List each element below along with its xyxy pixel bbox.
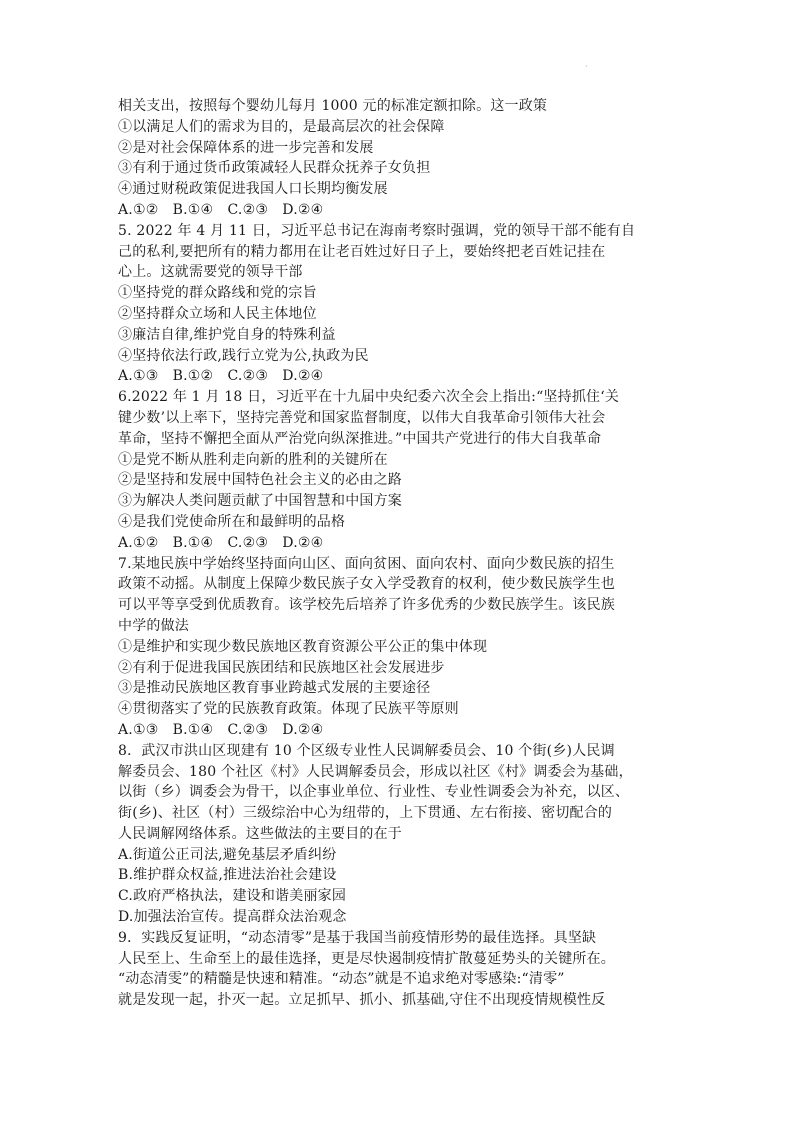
text-line: ③为解决人类问题贡献了中国智慧和中国方案	[118, 493, 402, 510]
text-line: 中学的做法	[118, 617, 189, 634]
text-line: 9．实践反复证明，“动态清零”是基于我国当前疫情形势的最佳选择。具坚缺	[118, 929, 597, 946]
text-line: ①以满足人们的需求为目的，是最高层次的社会保障	[118, 118, 445, 135]
text-line: 解委员会、180 个社区《村》人民调解委员会，形成以社区《村》调委会为基础，	[118, 763, 633, 780]
text-line: ④贯彻落实了党的民族教育政策。体现了民族平等原则	[118, 701, 459, 718]
text-line: 政策不动摇。从制度上保障少数民族子女入学受教育的权利，使少数民族学生也	[118, 576, 615, 593]
corner-mark: ·	[585, 62, 588, 71]
text-line: ④坚持依法行政,践行立党为公,执政为民	[118, 347, 369, 364]
text-line: 6.2022 年 1 月 18 日，习近平在十九届中央纪委六次全会上指出:“坚持抓住‘关	[118, 389, 620, 406]
text-line: ①坚持党的群众路线和党的宗旨	[118, 285, 317, 302]
text-line: ③有利于通过货币政策减轻人民群众抚养子女负担	[118, 160, 431, 177]
document-body	[118, 96, 680, 1011]
text-line: A.①② B.①④ C.②③ D.②④	[118, 201, 324, 218]
text-line: A.①③ B.①④ C.②③ D.②④	[118, 721, 324, 738]
text-line: 人民调解网络体系。这些做法的主要目的在于	[118, 825, 402, 842]
text-line: ②有利于促进我国民族团结和民族地区社会发展进步	[118, 659, 445, 676]
text-line: 人民至上、生命至上的最佳选择，更是尽快遏制疫情扩散蔓延势头的关键所在。	[118, 950, 615, 967]
text-line: 7.某地民族中学始终坚持面向山区、面向贫困、面向农村、面向少数民族的招生	[118, 555, 615, 572]
text-line: ②是坚持和发展中国特色社会主义的必由之路	[118, 472, 402, 489]
text-line: ③廉洁自律,维护党自身的特殊利益	[118, 326, 336, 343]
text-line: 革命，坚持不懈把全面从严治党向纵深推进。”中国共产党进行的伟大自我革命	[118, 430, 602, 447]
text-line: A.①② B.①④ C.②③ D.②④	[118, 534, 324, 551]
text-line: 就是发现一起，扑灭一起。立足抓早、抓小、抓基础,守住不出现疫情规模性反	[118, 992, 606, 1009]
text-line: 己的私利,要把所有的精力都用在让老百姓过好日子上，要始终把老百姓记挂在	[118, 243, 606, 260]
text-line: 可以平等享受到优质教育。该学校先后培养了许多优秀的少数民族学生。该民族	[118, 597, 615, 614]
text-line: B.维护群众权益,推进法治社会建设	[118, 867, 337, 884]
text-line: 以街（乡）调委会为骨干，以企事业单位、行业性、专业性调委会为补充，以区、	[118, 784, 630, 801]
text-line: 键少数’以上率下，坚持完善党和国家监督制度，以伟大自我革命引领伟大社会	[118, 409, 606, 426]
text-line: D.加强法治宣传。提高群众法治观念	[118, 909, 347, 926]
text-line: C.政府严格执法，建设和谐美丽家园	[118, 888, 347, 905]
text-line: ①是党不断从胜利走向新的胜利的关键所在	[118, 451, 388, 468]
text-line: A.①③ B.①② C.②③ D.②④	[118, 368, 324, 385]
text-line: ④通过财税政策促进我国人口长期均衡发展	[118, 181, 388, 198]
text-line: ②是对社会保障体系的进一步完善和发展	[118, 139, 374, 156]
text-line: ④是我们党使命所在和最鲜明的品格	[118, 513, 346, 530]
text-line: 8．武汉市洪山区现建有 10 个区级专业性人民调解委员会、10 个街(乡)人民调	[118, 742, 615, 759]
text-line: ②坚持群众立场和人民主体地位	[118, 305, 317, 322]
text-line: ①是维护和实现少数民族地区教育资源公平公正的集中体现	[118, 638, 488, 655]
text-line: 相关支出，按照每个婴幼儿每月 1000 元的标准定额扣除。这一政策	[118, 98, 548, 114]
text-line: 街(乡)、社区（村）三级综治中心为纽带的，上下贯通、左右衔接、密切配合的	[118, 805, 613, 822]
text-line: “动态清雯”的精髓是快速和精准。“动态”就是不追求绝对零感染:“清零”	[118, 971, 565, 988]
text-line: 心上。这就需要党的领导干部	[118, 264, 303, 281]
text-line: A.街道公正司法,避免基层矛盾纠纷	[118, 846, 337, 863]
text-line: 5. 2022 年 4 月 11 日，习近平总书记在海南考察时强调，党的领导干部不能有自	[118, 222, 636, 239]
text-line: ③是推动民族地区教育事业跨越式发展的主要途径	[118, 680, 431, 697]
